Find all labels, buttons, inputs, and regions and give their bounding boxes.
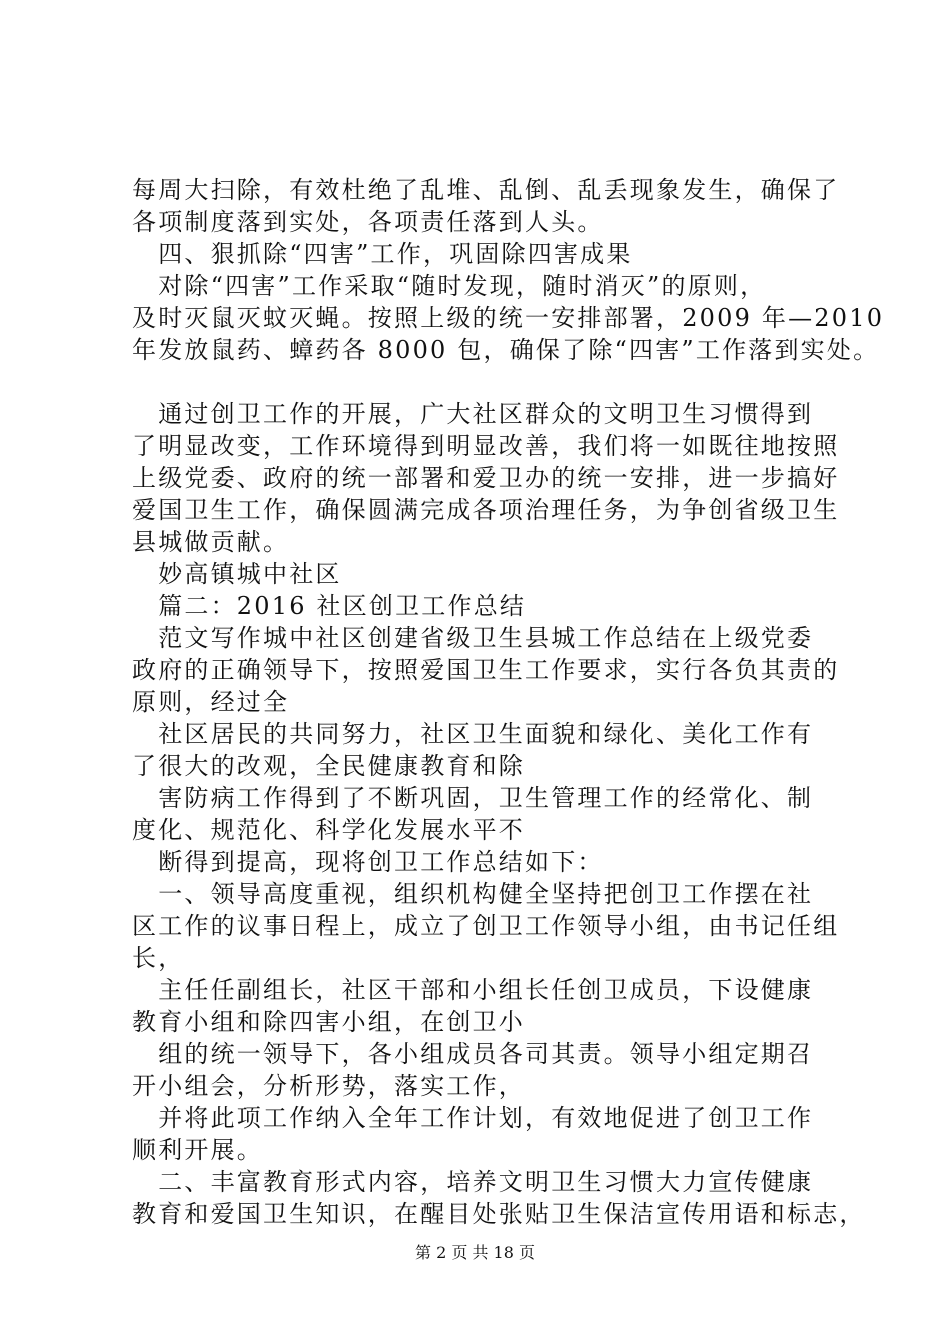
text-line: 年发放鼠药、蟑药各 8000 包，确保了除“四害”工作落到实处。 xyxy=(132,336,880,364)
text-line: 开小组会，分析形势，落实工作， xyxy=(132,1072,525,1100)
text-line: 及时灭鼠灭蚊灭蝇。按照上级的统一安排部署，2009 年—2010 xyxy=(132,304,885,332)
text-line: 社区居民的共同努力，社区卫生面貌和绿化、美化工作有 xyxy=(132,720,814,748)
text-line: 并将此项工作纳入全年工作计划，有效地促进了创卫工作 xyxy=(132,1104,814,1132)
text-line: 通过创卫工作的开展，广大社区群众的文明卫生习惯得到 xyxy=(132,400,814,428)
text-line: 范文写作城中社区创建省级卫生县城工作总结在上级党委 xyxy=(132,624,814,652)
text-line: 每周大扫除，有效杜绝了乱堆、乱倒、乱丢现象发生，确保了 xyxy=(132,176,840,204)
text-line: 政府的正确领导下，按照爱国卫生工作要求，实行各负其责的 xyxy=(132,656,840,684)
text-line: 断得到提高，现将创卫工作总结如下： xyxy=(132,848,604,876)
text-line: 原则，经过全 xyxy=(132,688,290,716)
text-line: 二、丰富教育形式内容，培养文明卫生习惯大力宣传健康 xyxy=(132,1168,814,1196)
text-line: 县城做贡献。 xyxy=(132,528,290,556)
text-line: 顺利开展。 xyxy=(132,1136,263,1164)
section-heading: 四、狠抓除“四害”工作，巩固除四害成果 xyxy=(132,240,633,268)
signature-line: 妙高镇城中社区 xyxy=(132,560,342,588)
text-line: 组的统一领导下，各小组成员各司其责。领导小组定期召 xyxy=(132,1040,814,1068)
page-footer: 第 2 页 共 18 页 xyxy=(415,1243,535,1262)
text-line: 区工作的议事日程上，成立了创卫工作领导小组，由书记任组 xyxy=(132,912,840,940)
text-line: 了很大的改观，全民健康教育和除 xyxy=(132,752,525,780)
text-line: 害防病工作得到了不断巩固，卫生管理工作的经常化、制 xyxy=(132,784,814,812)
text-line: 主任任副组长，社区干部和小组长任创卫成员，下设健康 xyxy=(132,976,814,1004)
text-line: 一、领导高度重视，组织机构健全坚持把创卫工作摆在社 xyxy=(132,880,814,908)
text-line: 爱国卫生工作，确保圆满完成各项治理任务，为争创省级卫生 xyxy=(132,496,840,524)
text-line: 各项制度落到实处，各项责任落到人头。 xyxy=(132,208,604,236)
text-line: 了明显改变，工作环境得到明显改善，我们将一如既往地按照 xyxy=(132,432,840,460)
text-line: 教育和爱国卫生知识，在醒目处张贴卫生保洁宣传用语和标志， xyxy=(132,1200,866,1228)
section-heading: 篇二：2016 社区创卫工作总结 xyxy=(132,592,527,620)
text-line: 度化、规范化、科学化发展水平不 xyxy=(132,816,525,844)
text-line: 对除“四害”工作采取“随时发现，随时消灭”的原则， xyxy=(132,272,767,300)
text-line: 上级党委、政府的统一部署和爱卫办的统一安排，进一步搞好 xyxy=(132,464,840,492)
text-line: 长， xyxy=(132,944,185,972)
text-line: 教育小组和除四害小组，在创卫小 xyxy=(132,1008,525,1036)
